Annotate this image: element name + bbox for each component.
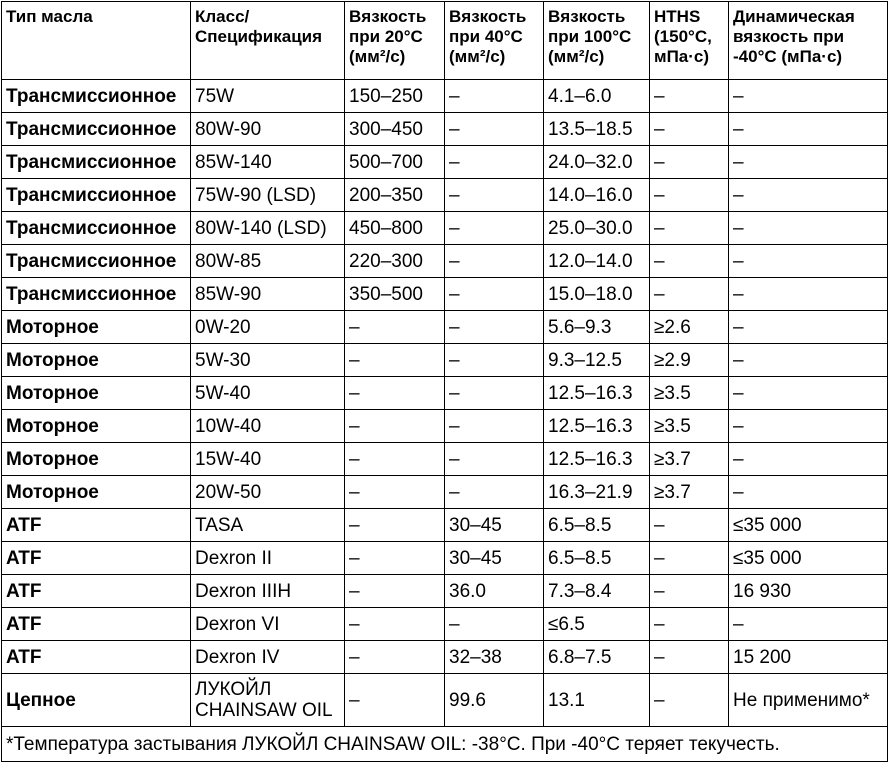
cell-dyn-visc: – bbox=[729, 179, 888, 212]
cell-oil-type: Трансмиссионное bbox=[2, 113, 191, 146]
cell-visc-100: 13.5–18.5 bbox=[544, 113, 650, 146]
cell-visc-40: – bbox=[445, 410, 544, 443]
cell-hths: – bbox=[650, 542, 729, 575]
cell-visc-40: 99.6 bbox=[445, 674, 544, 727]
table-row bbox=[2, 509, 888, 542]
cell-visc-40: 32–38 bbox=[445, 641, 544, 674]
cell-oil-type: Трансмиссионное bbox=[2, 278, 191, 311]
cell-class-spec: 5W-40 bbox=[191, 377, 345, 410]
cell-visc-20: – bbox=[345, 344, 445, 377]
cell-dyn-visc: ≤35 000 bbox=[729, 509, 888, 542]
cell-visc-40: – bbox=[445, 608, 544, 641]
cell-class-spec: 80W-85 bbox=[191, 245, 345, 278]
table-row bbox=[2, 146, 888, 179]
cell-dyn-visc: – bbox=[729, 311, 888, 344]
cell-dyn-visc: – bbox=[729, 212, 888, 245]
cell-visc-20: 300–450 bbox=[345, 113, 445, 146]
cell-class-spec: 0W-20 bbox=[191, 311, 345, 344]
table-row bbox=[2, 410, 888, 443]
table-row bbox=[2, 542, 888, 575]
cell-oil-type: ATF bbox=[2, 641, 191, 674]
cell-oil-type: Трансмиссионное bbox=[2, 179, 191, 212]
table-row bbox=[2, 641, 888, 674]
table-row bbox=[2, 179, 888, 212]
cell-oil-type: ATF bbox=[2, 575, 191, 608]
header-visc-100: Вязкость при 100°C (мм²/с) bbox=[544, 2, 650, 80]
table-row bbox=[2, 575, 888, 608]
cell-visc-100: 24.0–32.0 bbox=[544, 146, 650, 179]
table-row bbox=[2, 443, 888, 476]
cell-hths: ≥3.7 bbox=[650, 476, 729, 509]
cell-class-spec: 15W-40 bbox=[191, 443, 345, 476]
cell-hths: – bbox=[650, 80, 729, 113]
table-body bbox=[2, 80, 888, 727]
cell-visc-20: – bbox=[345, 476, 445, 509]
cell-oil-type: Цепное bbox=[2, 674, 191, 727]
cell-visc-20: 450–800 bbox=[345, 212, 445, 245]
cell-hths: – bbox=[650, 146, 729, 179]
cell-visc-20: 350–500 bbox=[345, 278, 445, 311]
cell-oil-type: Моторное bbox=[2, 311, 191, 344]
cell-visc-20: – bbox=[345, 509, 445, 542]
table-row bbox=[2, 80, 888, 113]
cell-visc-100: 16.3–21.9 bbox=[544, 476, 650, 509]
header-visc-40: Вязкость при 40°C (мм²/с) bbox=[445, 2, 544, 80]
cell-class-spec: Dexron IV bbox=[191, 641, 345, 674]
cell-visc-20: – bbox=[345, 608, 445, 641]
cell-class-spec: ЛУКОЙЛ CHAINSAW OIL bbox=[191, 674, 345, 727]
cell-visc-40: – bbox=[445, 80, 544, 113]
cell-class-spec: 85W-140 bbox=[191, 146, 345, 179]
cell-dyn-visc: – bbox=[729, 278, 888, 311]
cell-dyn-visc: – bbox=[729, 410, 888, 443]
cell-visc-20: 500–700 bbox=[345, 146, 445, 179]
cell-visc-20: 150–250 bbox=[345, 80, 445, 113]
cell-class-spec: 75W bbox=[191, 80, 345, 113]
cell-class-spec: 5W-30 bbox=[191, 344, 345, 377]
cell-class-spec: Dexron VI bbox=[191, 608, 345, 641]
cell-visc-20: – bbox=[345, 542, 445, 575]
header-visc-20: Вязкость при 20°C (мм²/с) bbox=[345, 2, 445, 80]
cell-class-spec: 20W-50 bbox=[191, 476, 345, 509]
table-row bbox=[2, 113, 888, 146]
cell-visc-40: 30–45 bbox=[445, 509, 544, 542]
cell-hths: ≥3.7 bbox=[650, 443, 729, 476]
cell-visc-20: – bbox=[345, 377, 445, 410]
header-hths: HTHS (150°C, мПа·с) bbox=[650, 2, 729, 80]
cell-class-spec: Dexron II bbox=[191, 542, 345, 575]
cell-visc-100: 12.5–16.3 bbox=[544, 377, 650, 410]
cell-class-spec: 80W-140 (LSD) bbox=[191, 212, 345, 245]
cell-class-spec: 10W-40 bbox=[191, 410, 345, 443]
cell-hths: ≥3.5 bbox=[650, 377, 729, 410]
table-row bbox=[2, 608, 888, 641]
cell-visc-20: – bbox=[345, 575, 445, 608]
cell-hths: – bbox=[650, 212, 729, 245]
table-row bbox=[2, 377, 888, 410]
header-dyn-visc: Динамическая вязкость при -40°C (мПа·с) bbox=[729, 2, 888, 80]
cell-dyn-visc: – bbox=[729, 608, 888, 641]
cell-dyn-visc: 16 930 bbox=[729, 575, 888, 608]
cell-visc-100: 6.5–8.5 bbox=[544, 542, 650, 575]
cell-dyn-visc: – bbox=[729, 377, 888, 410]
cell-visc-20: – bbox=[345, 311, 445, 344]
cell-visc-20: – bbox=[345, 674, 445, 727]
cell-visc-40: – bbox=[445, 476, 544, 509]
cell-visc-100: 5.6–9.3 bbox=[544, 311, 650, 344]
cell-oil-type: Трансмиссионное bbox=[2, 212, 191, 245]
cell-hths: – bbox=[650, 674, 729, 727]
cell-dyn-visc: – bbox=[729, 113, 888, 146]
cell-visc-20: – bbox=[345, 443, 445, 476]
cell-visc-40: 30–45 bbox=[445, 542, 544, 575]
table-row bbox=[2, 476, 888, 509]
table-row bbox=[2, 212, 888, 245]
cell-dyn-visc: – bbox=[729, 146, 888, 179]
cell-visc-40: – bbox=[445, 344, 544, 377]
footnote-row bbox=[2, 727, 888, 762]
cell-hths: – bbox=[650, 245, 729, 278]
cell-visc-40: – bbox=[445, 377, 544, 410]
cell-visc-20: – bbox=[345, 641, 445, 674]
cell-visc-100: 9.3–12.5 bbox=[544, 344, 650, 377]
cell-hths: – bbox=[650, 641, 729, 674]
cell-visc-100: 13.1 bbox=[544, 674, 650, 727]
cell-oil-type: Моторное bbox=[2, 377, 191, 410]
cell-visc-100: 12.5–16.3 bbox=[544, 410, 650, 443]
cell-oil-type: ATF bbox=[2, 542, 191, 575]
cell-visc-100: 14.0–16.0 bbox=[544, 179, 650, 212]
table-row bbox=[2, 278, 888, 311]
cell-visc-100: 12.5–16.3 bbox=[544, 443, 650, 476]
cell-visc-100: 15.0–18.0 bbox=[544, 278, 650, 311]
cell-visc-40: – bbox=[445, 278, 544, 311]
cell-visc-40: – bbox=[445, 179, 544, 212]
cell-visc-40: – bbox=[445, 245, 544, 278]
cell-dyn-visc: 15 200 bbox=[729, 641, 888, 674]
header-oil-type: Тип масла bbox=[2, 2, 191, 80]
cell-visc-100: ≤6.5 bbox=[544, 608, 650, 641]
cell-oil-type: Моторное bbox=[2, 410, 191, 443]
cell-oil-type: Трансмиссионное bbox=[2, 80, 191, 113]
cell-oil-type: Трансмиссионное bbox=[2, 245, 191, 278]
cell-dyn-visc: ≤35 000 bbox=[729, 542, 888, 575]
cell-class-spec: 75W-90 (LSD) bbox=[191, 179, 345, 212]
cell-dyn-visc: – bbox=[729, 80, 888, 113]
cell-hths: – bbox=[650, 278, 729, 311]
table-row bbox=[2, 674, 888, 727]
table-row bbox=[2, 245, 888, 278]
cell-visc-100: 12.0–14.0 bbox=[544, 245, 650, 278]
cell-oil-type: Трансмиссионное bbox=[2, 146, 191, 179]
table-row bbox=[2, 344, 888, 377]
cell-visc-20: 200–350 bbox=[345, 179, 445, 212]
header-row bbox=[2, 2, 888, 80]
cell-visc-100: 6.8–7.5 bbox=[544, 641, 650, 674]
cell-oil-type: Моторное bbox=[2, 476, 191, 509]
cell-hths: – bbox=[650, 509, 729, 542]
cell-hths: – bbox=[650, 113, 729, 146]
cell-visc-40: – bbox=[445, 146, 544, 179]
cell-visc-40: 36.0 bbox=[445, 575, 544, 608]
cell-hths: ≥2.6 bbox=[650, 311, 729, 344]
cell-oil-type: ATF bbox=[2, 608, 191, 641]
cell-visc-20: – bbox=[345, 410, 445, 443]
cell-class-spec: 80W-90 bbox=[191, 113, 345, 146]
cell-visc-100: 6.5–8.5 bbox=[544, 509, 650, 542]
cell-oil-type: Моторное bbox=[2, 443, 191, 476]
cell-visc-100: 25.0–30.0 bbox=[544, 212, 650, 245]
cell-class-spec: 85W-90 bbox=[191, 278, 345, 311]
cell-class-spec: TASA bbox=[191, 509, 345, 542]
cell-visc-40: – bbox=[445, 212, 544, 245]
cell-hths: – bbox=[650, 179, 729, 212]
cell-hths: ≥3.5 bbox=[650, 410, 729, 443]
header-class-spec: Класс/ Спецификация bbox=[191, 2, 345, 80]
cell-visc-20: 220–300 bbox=[345, 245, 445, 278]
cell-oil-type: Моторное bbox=[2, 344, 191, 377]
cell-visc-100: 7.3–8.4 bbox=[544, 575, 650, 608]
cell-hths: – bbox=[650, 608, 729, 641]
cell-oil-type: ATF bbox=[2, 509, 191, 542]
footnote: *Температура застывания ЛУКОЙЛ CHAINSAW OIL: -38°C. При -40°C теряет текучесть. bbox=[2, 727, 888, 762]
cell-hths: – bbox=[650, 575, 729, 608]
table-row bbox=[2, 311, 888, 344]
cell-visc-40: – bbox=[445, 443, 544, 476]
cell-visc-40: – bbox=[445, 113, 544, 146]
cell-visc-100: 4.1–6.0 bbox=[544, 80, 650, 113]
cell-class-spec: Dexron IIIH bbox=[191, 575, 345, 608]
cell-dyn-visc: Не применимо* bbox=[729, 674, 888, 727]
cell-dyn-visc: – bbox=[729, 443, 888, 476]
cell-dyn-visc: – bbox=[729, 245, 888, 278]
cell-dyn-visc: – bbox=[729, 476, 888, 509]
oil-viscosity-table bbox=[1, 1, 888, 762]
cell-visc-40: – bbox=[445, 311, 544, 344]
cell-dyn-visc: – bbox=[729, 344, 888, 377]
cell-hths: ≥2.9 bbox=[650, 344, 729, 377]
